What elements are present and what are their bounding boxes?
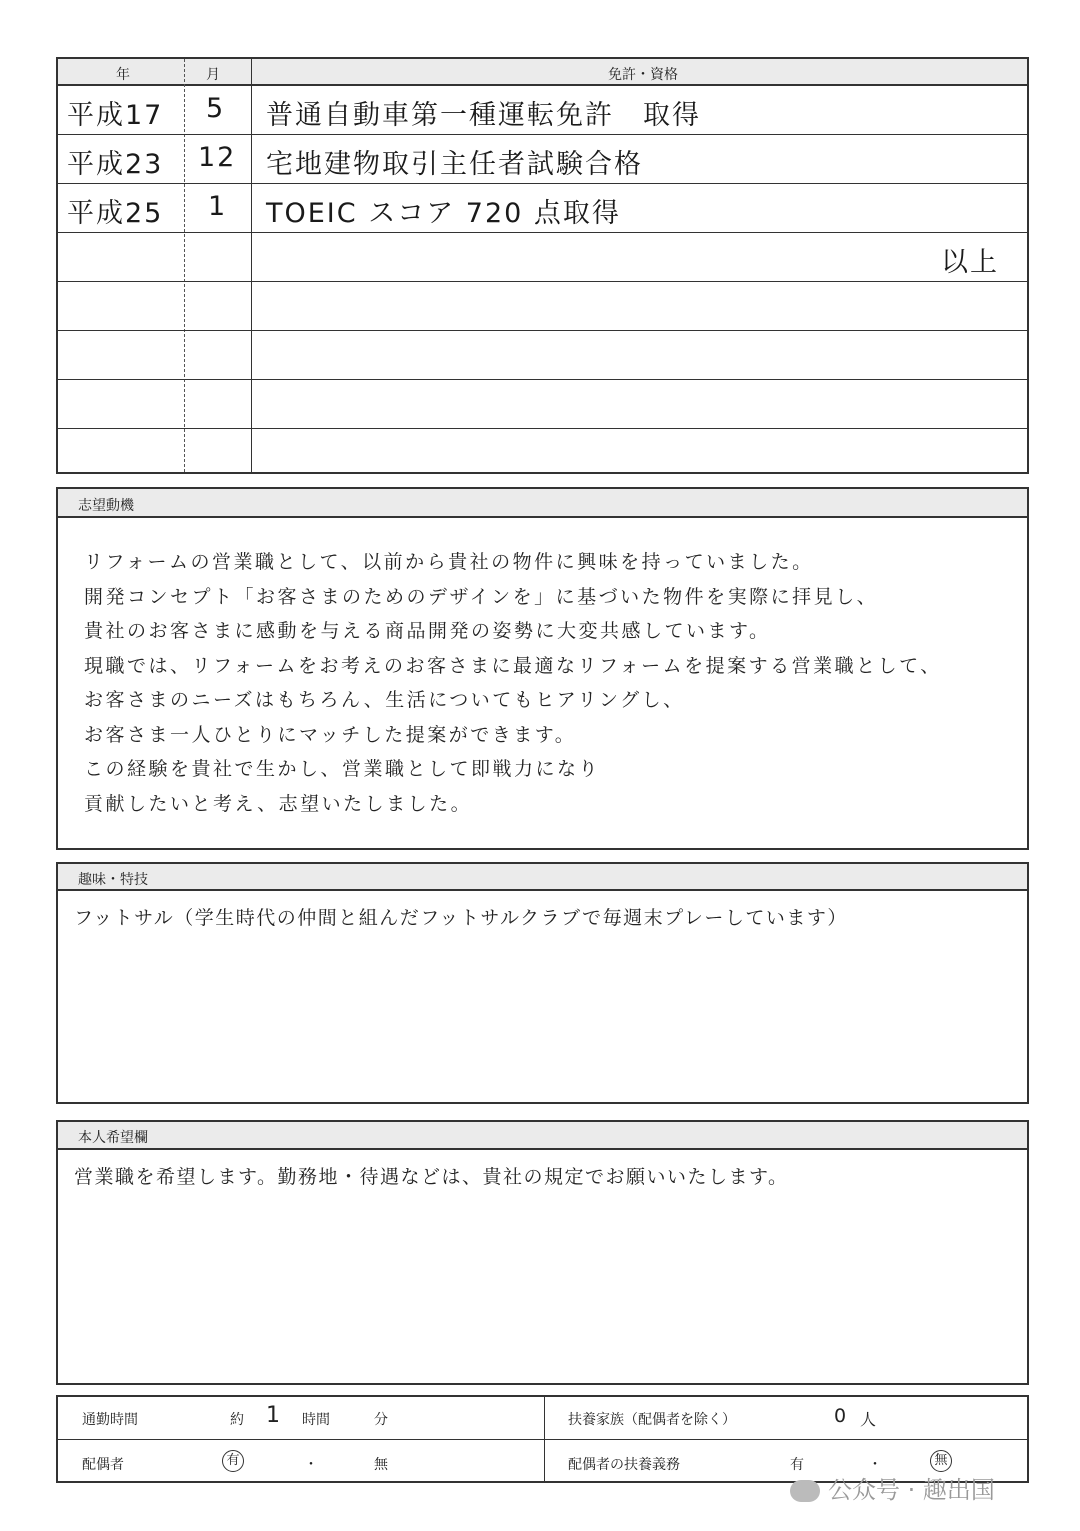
header-license-title: 免許・資格 — [608, 67, 678, 83]
motivation-line: 開発コンセプト「お客さまのためのデザインを」に基づいた物件を実際に拝見し、 — [84, 585, 879, 608]
hobbies-header — [58, 864, 1027, 891]
commute-minutes-unit: 分 — [374, 1412, 388, 1428]
wishes-text: 営業職を希望します。勤務地・待遇などは、貴社の規定でお願いいたします。 — [74, 1166, 789, 1188]
motivation-header — [58, 489, 1027, 518]
license-table — [56, 57, 1029, 474]
license-row-year: 平成25 — [67, 198, 164, 229]
hobbies-label: 趣味・特技 — [78, 872, 148, 888]
dependents-unit: 人 — [860, 1410, 877, 1429]
motivation-line: お客さまのニーズはもちろん、生活についてもヒアリングし、 — [84, 689, 685, 711]
wishes-section — [56, 1120, 1029, 1385]
support-separator: ・ — [868, 1457, 882, 1473]
motivation-line: お客さま一人ひとりにマッチした提案ができます。 — [84, 723, 577, 746]
support-no-circle: 無 — [930, 1450, 952, 1472]
watermark-text: 公众号 · 趣出国 — [828, 1476, 995, 1504]
license-row-month: 1 — [208, 191, 228, 222]
license-row-text: TOEIC スコア 720 点取得 — [266, 198, 621, 229]
commute-approx: 約 — [230, 1412, 244, 1428]
license-table-header — [58, 59, 1027, 86]
wechat-icon — [790, 1480, 820, 1502]
motivation-line: 貢献したいと考え、志望いたしました。 — [84, 792, 473, 815]
motivation-line: 現職では、リフォームをお考えのお客さまに最適なリフォームを提案する営業職として、 — [84, 654, 942, 677]
license-row-text: 宅地建物取引主任者試験合格 — [266, 149, 643, 180]
commute-label: 通勤時間 — [82, 1412, 138, 1428]
spouse-support-label: 配偶者の扶養義務 — [568, 1457, 680, 1473]
support-no-option — [930, 1450, 952, 1472]
commute-hours: 1 — [266, 1403, 280, 1428]
license-row-text: 普通自動車第一種運転免許 取得 — [266, 100, 701, 131]
motivation-line: この経験を貴社で生かし、営業職として即戦力になり — [84, 758, 601, 780]
motivation-text — [84, 545, 942, 821]
motivation-label: 志望動機 — [78, 498, 134, 514]
commute-hours-unit: 時間 — [302, 1412, 330, 1428]
license-row-year: 平成17 — [67, 100, 164, 131]
motivation-line: 貴社のお客さまに感動を与える商品開発の姿勢に大変共感しています。 — [84, 620, 771, 642]
motivation-section — [56, 487, 1029, 850]
dependents-count: 0 — [834, 1405, 847, 1427]
license-row-year: 平成23 — [67, 149, 164, 180]
wishes-label: 本人希望欄 — [78, 1130, 148, 1146]
hobbies-section — [56, 862, 1029, 1104]
license-row-end-mark: 以上 — [941, 247, 999, 278]
spouse-yes-option — [222, 1450, 244, 1472]
support-yes-option: 有 — [790, 1457, 804, 1473]
header-month: 月 — [206, 67, 220, 83]
dependents-label: 扶養家族（配偶者を除く） — [568, 1412, 736, 1428]
license-row-month: 5 — [206, 93, 226, 124]
header-year: 年 — [116, 67, 130, 83]
wishes-header — [58, 1122, 1027, 1150]
motivation-line: リフォームの営業職として、以前から貴社の物件に興味を持っていました。 — [84, 551, 814, 573]
license-row-month: 12 — [198, 142, 237, 173]
spouse-yes-circle: 有 — [222, 1450, 244, 1472]
spouse-label: 配偶者 — [82, 1457, 124, 1473]
watermark — [790, 1470, 995, 1505]
spouse-no-option: 無 — [374, 1457, 388, 1473]
spouse-separator: ・ — [304, 1457, 318, 1473]
hobbies-text: フットサル（学生時代の仲間と組んだフットサルクラブで毎週末プレーしています） — [74, 907, 848, 929]
